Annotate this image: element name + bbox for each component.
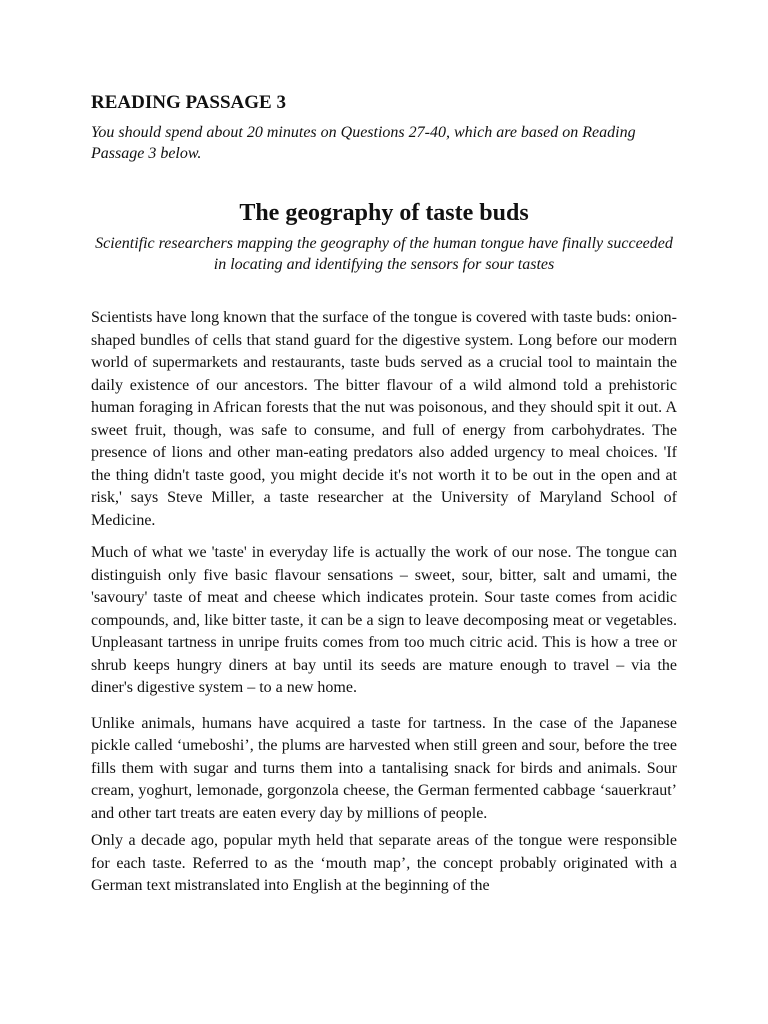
- instructions-text: You should spend about 20 minutes on Questions 27-40, which are based on Reading Passage 3 below.: [91, 124, 636, 162]
- document-page: [91, 90, 677, 898]
- paragraph-4: Only a decade ago, popular myth held that separate areas of the tongue were responsible for each taste. Referred to as the ‘mouth map’, the concept probably originated with a German text mistranslated into English at the beginning of the: [91, 832, 677, 894]
- section-heading: READING PASSAGE 3: [91, 92, 286, 113]
- paragraph-2: Much of what we 'taste' in everyday life is actually the work of our nose. The tongue can distinguish only five basic flavour sensations – sweet, sour, bitter, salt and umami, the 'savoury' taste of meat and cheese which indicates protein. Sour taste comes from acidic compounds, and, like bitter taste, it can be a sign to leave decomposing meat or vegetables. Unpleasant tartness in unripe fruits comes from too much citric acid. This is how a tree or shrub keeps hungry diners at bay until its seeds are mature enough to travel – via the diner's digestive system – to a new home.: [91, 544, 677, 696]
- article-title: The geography of taste buds: [239, 200, 529, 226]
- article-subtitle: Scientific researchers mapping the geography of the human tongue have finally succeeded in locating and identifying the sensors for sour tastes: [95, 235, 673, 273]
- paragraph-3: Unlike animals, humans have acquired a taste for tartness. In the case of the Japanese pickle called ‘umeboshi’, the plums are harvested when still green and sour, before the tree fills them with sugar and turns them into a tantalising snack for birds and animals. Sour cream, yoghurt, lemonade, gorgonzola cheese, the German fermented cabbage ‘sauerkraut’ and other tart treats are eaten every day by millions of people.: [91, 714, 677, 822]
- paragraph-1: Scientists have long known that the surface of the tongue is covered with taste buds: onion-shaped bundles of cells that stand guard for the digestive system. Long before our modern world of supermarkets and restaurants, taste buds served as a crucial tool to maintain the daily existence of our ancestors. The bitter flavour of a wild almond told a prehistoric human foraging in African forests that the nut was poisonous, and they should spit it out. A sweet fruit, though, was safe to consume, and full of energy from carbohydrates. The presence of lions and other man-eating predators also added urgency to meal choices. 'If the thing didn't taste good, you might decide it's not worth it to be out in the open and at risk,' says Steve Miller, a taste researcher at the University of Maryland School of Medicine.: [91, 309, 677, 529]
